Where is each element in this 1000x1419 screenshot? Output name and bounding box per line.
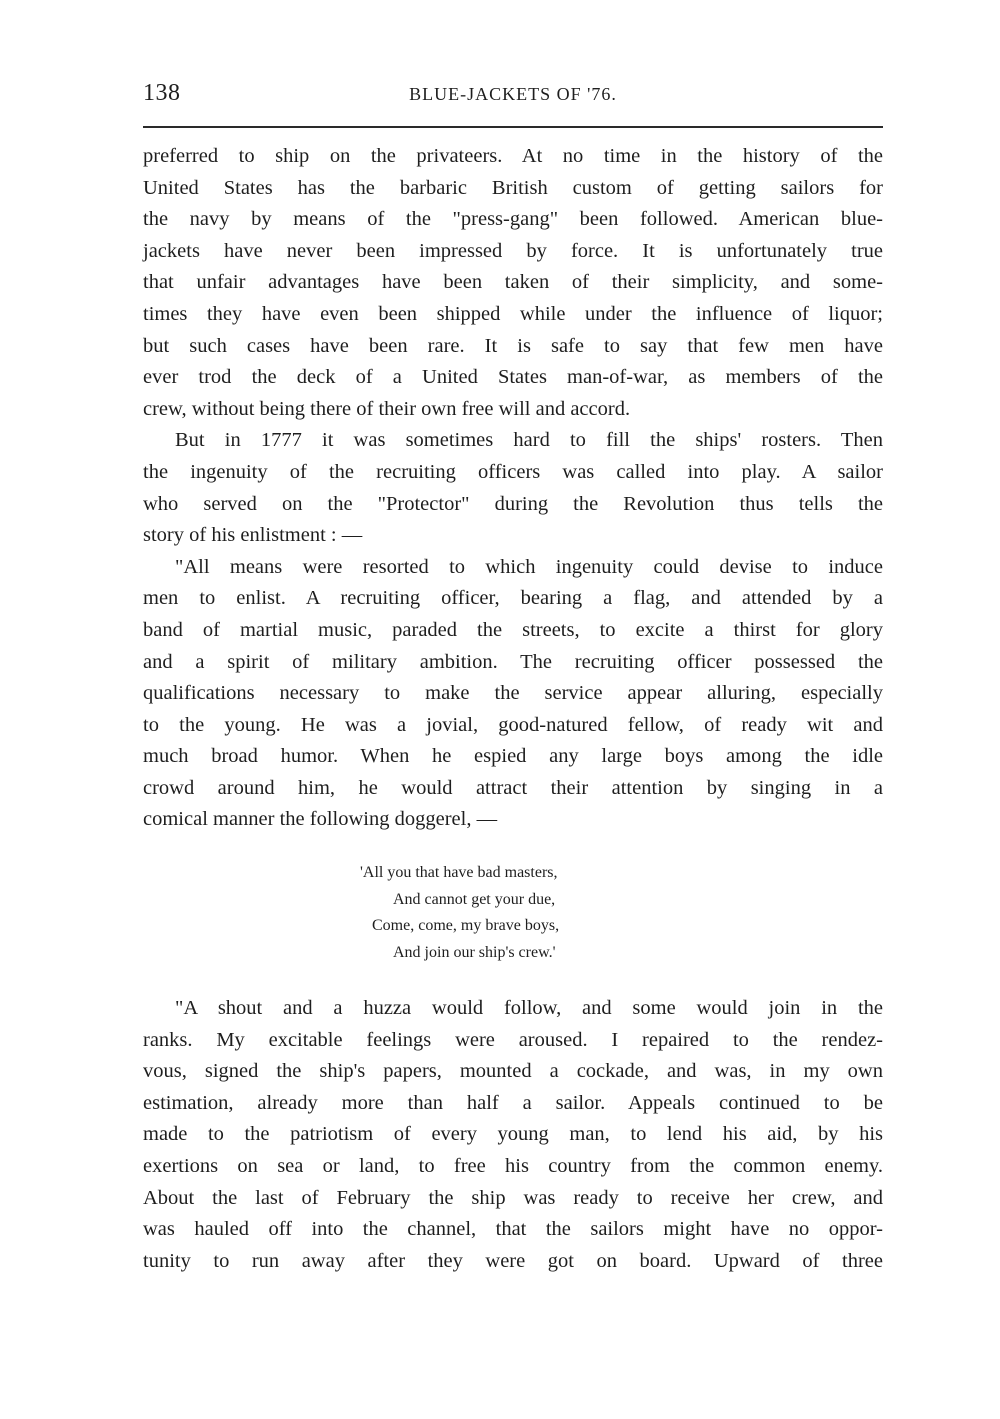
text-line: and a spirit of military ambition. The recruiting officer possessed the [143, 650, 883, 673]
text-line: "A shout and a huzza would follow, and some would join in the [175, 997, 883, 1019]
text-line: "All means were resorted to which ingenuity could devise to induce [175, 555, 883, 578]
text-line: comical manner the following doggerel, — [143, 808, 498, 831]
page-number: 138 [143, 80, 181, 106]
text-line: United States has the barbaric British custom of getting sailors for [143, 176, 883, 199]
text-line: ever trod the deck of a United States man-of-war, as members of the [143, 366, 883, 389]
text-line: band of martial music, paraded the streets, to excite a thirst for glory [143, 618, 883, 641]
text-line: ranks. My excitable feelings were aroused. I repaired to the rendez- [143, 1028, 883, 1051]
verse-line: 'All you that have bad masters, [360, 864, 558, 881]
header-rule [143, 126, 883, 128]
text-line: tunity to run away after they were got on board. Upward of three [143, 1249, 883, 1272]
text-line: the navy by means of the "press-gang" been followed. American blue- [143, 208, 883, 231]
text-line: qualifications necessary to make the service appear alluring, especially [143, 682, 883, 705]
text-line: estimation, already more than half a sailor. Appeals continued to be [143, 1091, 883, 1114]
text-line: but such cases have been rare. It is safe to say that few men have [143, 334, 883, 357]
text-line: times they have even been shipped while under the influence of liquor; [143, 302, 883, 325]
text-line: vous, signed the ship's papers, mounted a cockade, and was, in my own [143, 1060, 883, 1083]
verse-line: And join our ship's crew.' [393, 943, 556, 961]
text-line: who served on the "Protector" during the Revolution thus tells the [143, 492, 883, 515]
body-text-top [143, 141, 883, 836]
text-line: jackets have never been impressed by force. It is unfortunately true [143, 239, 883, 262]
verse-line: And cannot get your due, [393, 890, 556, 908]
text-line: crew, without being there of their own free will and accord. [143, 397, 631, 420]
text-line: made to the patriotism of every young man, to lend his aid, by his [143, 1123, 883, 1146]
verse-line: Come, come, my brave boys, [372, 917, 560, 934]
verse-quote [360, 860, 559, 966]
text-line: men to enlist. A recruiting officer, bearing a flag, and attended by a [143, 587, 883, 610]
text-line: to the young. He was a jovial, good-natured fellow, of ready wit and [143, 713, 883, 736]
text-line: About the last of February the ship was ready to receive her crew, and [143, 1186, 883, 1209]
text-line: was hauled off into the channel, that the sailors might have no oppor- [143, 1218, 883, 1241]
text-line: that unfair advantages have been taken of their simplicity, and some- [143, 271, 883, 294]
text-line: exertions on sea or land, to free his country from the common enemy. [143, 1154, 883, 1177]
text-line: much broad humor. When he espied any large boys among the idle [143, 745, 883, 768]
text-line: preferred to ship on the privateers. At no time in the history of the [143, 145, 883, 167]
body-text-bottom [143, 993, 883, 1277]
text-line: the ingenuity of the recruiting officers was called into play. A sailor [143, 460, 883, 483]
text-line: crowd around him, he would attract their attention by singing in a [143, 776, 883, 799]
page-header [143, 80, 883, 114]
running-title: BLUE-JACKETS OF '76. [409, 84, 617, 104]
text-line: story of his enlistment : — [143, 524, 363, 547]
text-line: But in 1777 it was sometimes hard to fill the ships' rosters. Then [175, 429, 883, 452]
